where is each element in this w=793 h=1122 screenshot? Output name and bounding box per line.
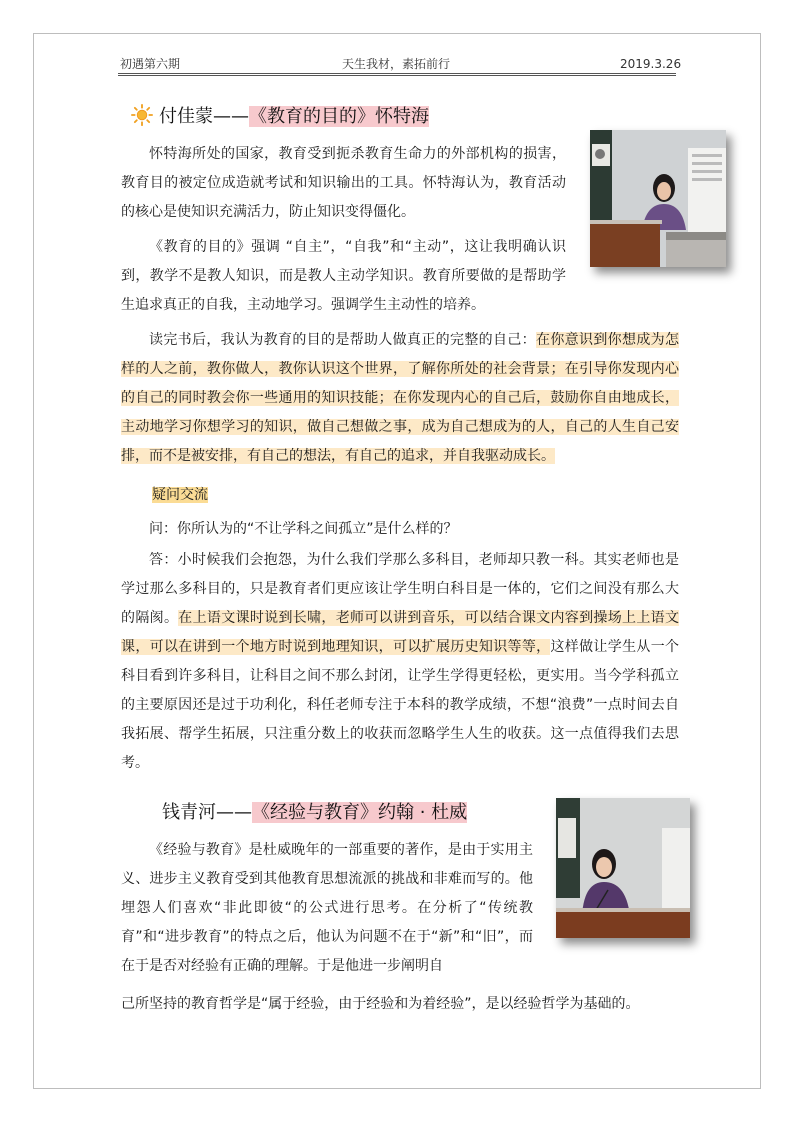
section1-paragraph-2: 《教育的目的》强调 “自主”，“自我”和“主动”，这让我明确认识到，教学不是教人知识，而是教人主动学知识。教育所要做的是帮助学生追求真正的自我，主动地学习。强调学生主动性的培养。 [121, 239, 566, 313]
section2-title [162, 801, 467, 825]
section1-title [131, 104, 429, 129]
section1-book-author: 怀特海 [375, 106, 429, 127]
qa-answer-text-2: 这样做让学生从一个科目看到许多科目，让科目之间不那么封闭，让学生学得更轻松，更实用。当今学科孤立的主要原因还是过于功利化，科任老师专注于本科的教学成绩，不想“浪费”一点时间去自我拓展、帮学生拓展，只注重分数上的收获而忽略学生人生的收获。这一点值得我们去思考。 [121, 639, 680, 771]
qa-answer-highlight: 在上语文课时说到长啸，老师可以讲到音乐，可以结合课文内容到操场上上语文课，可以在讲到一个地方时说到地理知识，可以扩展历史知识等等， [121, 610, 680, 655]
header-center: 天生我材，素拓前行 [342, 57, 451, 71]
section2-book-title: 《经验与教育》 [252, 802, 378, 823]
section2-paragraph-1-continued: 己所坚持的教育哲学是“属于经验，由于经验和为着经验”，是以经验哲学为基础的。 [121, 996, 640, 1012]
qa-answer [121, 546, 679, 778]
qa-question: 问：你所认为的“不让学科之间孤立”是什么样的？ [149, 521, 458, 537]
qa-answer-text-1: 答：小时候我们会抱怨，为什么我们学那么多科目，老师却只教一科。其实老师也是学过那么多科目的，只是教育者们更应该让学生明白科目是一体的，它们之间没有那么大的隔阂。 [121, 552, 679, 626]
section1-paragraph-3-text: 读完书后，我认为教育的目的是帮助人做真正的完整的自己： [149, 332, 536, 348]
section1-book-title: 《教育的目的》 [249, 106, 375, 127]
section2-book-author: 约翰 · 杜威 [378, 802, 468, 823]
speaker-photo-2 [556, 798, 690, 938]
header-rule-double [118, 75, 676, 76]
sun-icon [131, 104, 153, 126]
header-left: 初遇第六期 [120, 57, 181, 71]
speaker-photo-1 [590, 130, 726, 267]
header-date: 2019.3.26 [620, 57, 682, 71]
section1-paragraph-3 [121, 326, 679, 471]
qa-tag [152, 481, 208, 510]
section1-paragraph-3-highlight: 在你意识到你想成为怎样的人之前，教你做人，教你认识这个世界，了解你所处的社会背景；在引导你发现内心的自己的同时教会你一些通用的知识技能；在你发现内心的自己后，鼓励你自由地成长，主动地学习你想学习的知识，做自己想做之事，成为自己想成为的人，自己的人生自己安排，而不是被安排，有自己的想法，有自己的追求，并自我驱动成长。 [121, 332, 679, 464]
section2-author: 钱青河—— [162, 802, 252, 823]
section1-author: 付佳蒙—— [159, 106, 249, 127]
section1-paragraph-1: 怀特海所处的国家，教育受到扼杀教育生命力的外部机构的损害，教育目的被定位成造就考试和知识输出的工具。怀特海认为，教育活动的核心是使知识充满活力，防止知识变得僵化。 [121, 146, 566, 220]
section2-paragraph-1: 《经验与教育》是杜威晚年的一部重要的著作，是由于实用主义、进步主义教育受到其他教育思想流派的挑战和非难而写的。他埋怨人们喜欢“非此即彼“的公式进行思考。在分析了“传统教育”和“进步教育”的特点之后，他认为问题不在于“新”和“旧”，而在于是否对经验有正确的理解。于是他进一步阐明自 [121, 842, 533, 974]
header-rule [118, 73, 676, 74]
qa-tag-label: 疑问交流 [152, 487, 208, 503]
